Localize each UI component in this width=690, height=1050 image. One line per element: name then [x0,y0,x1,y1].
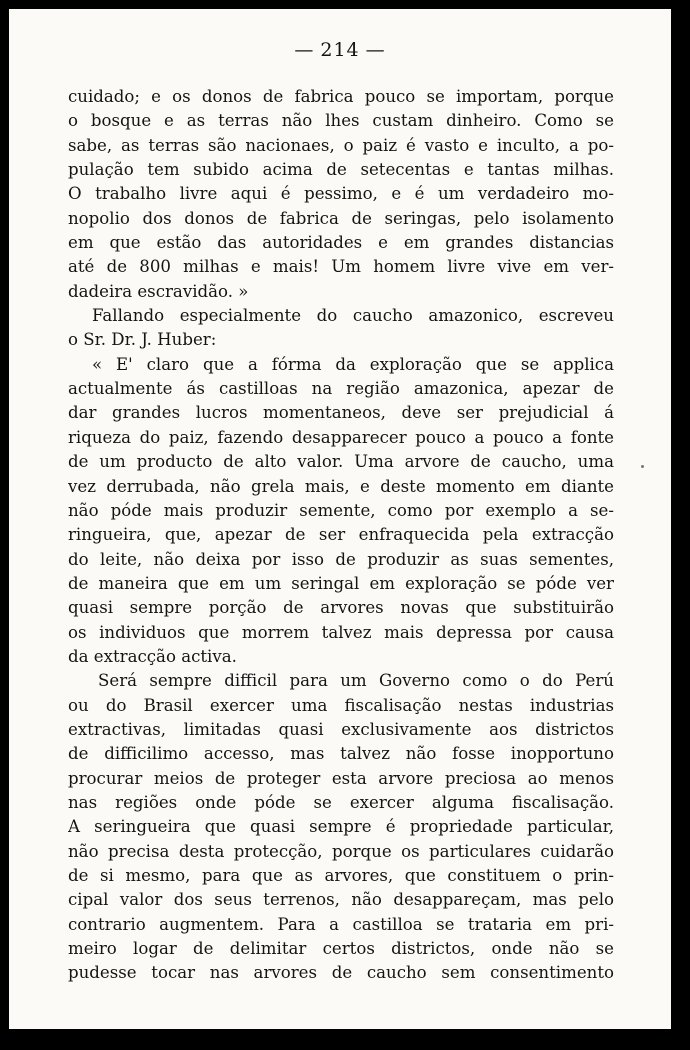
text-line: até de 800 milhas e mais! Um homem livre vive em ver- [68,257,614,277]
text-line: do leite, não deixa por isso de produzir as suas sementes, [68,549,614,569]
text-line: de si mesmo, para que as arvores, que constituem o prin- [68,866,614,885]
text-line: os individuos que morrem talvez mais depressa por causa [68,622,614,642]
text-line: ringueira, que, apezar de ser enfraquecida pela extracção [68,525,614,545]
paragraph-start-line: Será sempre difficil para um Governo como o do Perú [98,671,614,691]
text-line: não póde mais produzir semente, como por exemplo a se- [68,500,614,520]
book-page [9,9,671,1029]
text-line: nopolio dos donos de fabrica de seringas, pelo isolamento [68,208,614,228]
text-line: cuidado; e os donos de fabrica pouco se importam, porque [68,87,614,106]
text-line: actualmente ás castilloas na região amazonica, apezar de [68,379,614,399]
text-line: vez derrubada, não grela mais, e deste momento em diante [68,476,614,496]
text-line: dar grandes lucros momentaneos, deve ser prejudicial á [68,403,614,423]
text-line: o Sr. Dr. J. Huber: [68,330,217,350]
paper-speck [641,465,644,468]
text-line: da extracção activa. [68,646,237,666]
text-line: contrario augmentem. Para a castilloa se trataria em pri- [68,914,614,934]
page-number-dash-right: — [365,39,386,61]
page-number-header [9,39,671,61]
paragraph-start-line: Fallando especialmente do caucho amazonico, escreveu [92,306,614,326]
text-line: pudesse tocar nas arvores de caucho sem consentimento [68,963,614,983]
paragraph-start-line: « E' claro que a fórma da exploração que se applica [92,354,614,374]
text-line: meiro logar de delimitar certos districtos, onde não se [68,939,614,959]
text-line: nas regiões onde póde se exercer alguma fiscalisação. [68,792,614,812]
text-line: de um producto de alto valor. Uma arvore de caucho, uma [68,452,614,472]
text-line: de maneira que em um seringal em exploração se póde ver [68,573,614,593]
text-line: de difficilimo accesso, mas talvez não fosse inopportuno [68,744,614,764]
text-line: sabe, as terras são nacionaes, o paiz é vasto e inculto, a po- [68,135,614,155]
text-line: não precisa desta protecção, porque os particulares cuidarão [68,841,614,861]
body-text [68,85,614,986]
text-line: O trabalho livre aqui é pessimo, e é um verdadeiro mo- [68,184,614,204]
page-number-dash-left: — [294,39,315,61]
text-line: riqueza do paiz, fazendo desapparecer pouco a pouco a fonte [68,427,614,447]
page-number: 214 [320,39,360,61]
text-line: procurar meios de proteger esta arvore preciosa ao menos [68,768,614,788]
text-line: cipal valor dos seus terrenos, não desappareçam, mas pelo [68,890,614,910]
text-line: pulação tem subido acima de setecentas e tantas milhas. [68,160,614,180]
text-line: A seringueira que quasi sempre é propriedade particular, [68,817,614,837]
text-line: quasi sempre porção de arvores novas que substituirão [68,598,614,618]
text-line: extractivas, limitadas quasi exclusivamente aos districtos [68,719,614,739]
text-line: o bosque e as terras não lhes custam dinheiro. Como se [68,111,614,131]
text-line: dadeira escravidão. » [68,281,249,301]
text-line: ou do Brasil exercer uma fiscalisação nestas industrias [68,695,614,715]
text-line: em que estão das autoridades e em grandes distancias [68,233,614,253]
